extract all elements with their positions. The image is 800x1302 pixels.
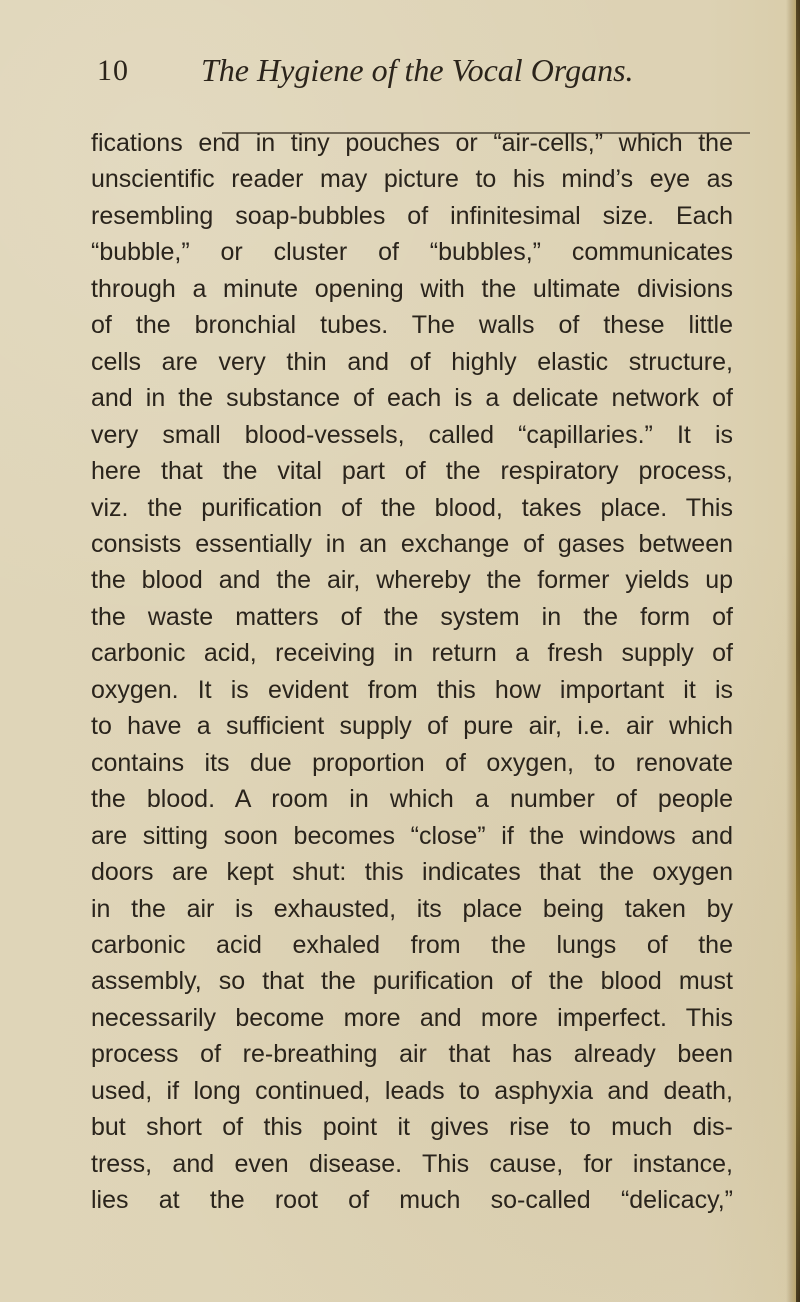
- running-title: The Hygiene of the Vocal Organs.: [201, 52, 634, 88]
- text-line-1: fications end in tiny pouches or “air-cells,” which the: [91, 129, 733, 157]
- text-line-9: very small blood-vessels, called “capillaries.” It is: [91, 420, 733, 449]
- text-line-20: are sitting soon becomes “close” if the windows and: [91, 821, 733, 850]
- page-header: [86, 44, 720, 104]
- text-line-26: process of re-breathing air that has already been: [91, 1040, 733, 1069]
- body-text: [91, 125, 733, 1219]
- text-line-7: cells are very thin and of highly elastic structure,: [91, 347, 733, 376]
- text-line-3: resembling soap-bubbles of infinitesimal size. Each: [91, 201, 733, 230]
- text-line-27: used, if long continued, leads to asphyxia and death,: [91, 1076, 733, 1105]
- text-line-19: the blood. A room in which a number of people: [91, 785, 733, 814]
- text-line-24: assembly, so that the purification of the blood must: [91, 967, 733, 996]
- text-line-12: consists essentially in an exchange of gases between: [91, 529, 733, 558]
- text-line-22: in the air is exhausted, its place being taken by: [91, 894, 733, 923]
- page-number: 10: [97, 54, 129, 87]
- text-line-18: contains its due proportion of oxygen, to renovate: [91, 748, 733, 777]
- text-line-25: necessarily become more and more imperfect. This: [91, 1003, 733, 1032]
- text-line-29: tress, and even disease. This cause, for instance,: [91, 1149, 733, 1178]
- text-line-11: viz. the purification of the blood, takes place. This: [91, 493, 733, 522]
- page-edge-accent: [796, 0, 800, 1302]
- text-line-14: the waste matters of the system in the form of: [91, 602, 733, 631]
- text-line-5: through a minute opening with the ultimate divisions: [91, 274, 733, 303]
- text-line-6: of the bronchial tubes. The walls of these little: [91, 311, 733, 340]
- text-line-4: “bubble,” or cluster of “bubbles,” communicates: [91, 238, 733, 267]
- text-line-17: to have a sufficient supply of pure air, i.e. air which: [91, 712, 733, 741]
- text-line-16: oxygen. It is evident from this how important it is: [91, 675, 733, 704]
- text-line-13: the blood and the air, whereby the former yields up: [91, 566, 733, 595]
- text-line-23: carbonic acid exhaled from the lungs of the: [91, 930, 733, 959]
- text-line-21: doors are kept shut: this indicates that the oxygen: [91, 858, 733, 887]
- text-line-28: but short of this point it gives rise to much dis-: [91, 1113, 733, 1142]
- text-line-10: here that the vital part of the respiratory process,: [91, 457, 733, 486]
- text-line-15: carbonic acid, receiving in return a fresh supply of: [91, 639, 733, 668]
- text-line-30: lies at the root of much so-called “delicacy,”: [91, 1186, 733, 1215]
- text-line-8: and in the substance of each is a delicate network of: [91, 384, 733, 413]
- text-line-2: unscientific reader may picture to his mind’s eye as: [91, 165, 733, 194]
